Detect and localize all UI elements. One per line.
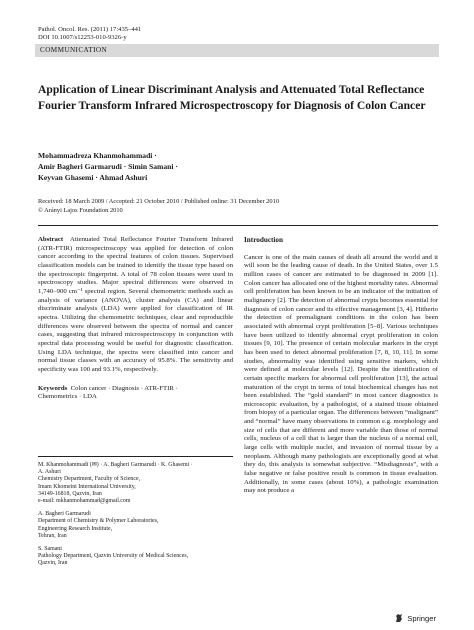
affiliation-line: Pathology Department, Qazvin University of Medical Sciences, [38,553,189,560]
keywords [38,385,233,402]
section-heading: Introduction [244,236,284,244]
introduction-text: Cancer is one of the main causes of death all around the world and it will soon be the leading cause of death. In the United States, over 1.5 million cases of cancer are estimated to be diagnosed in 2009 [1]. Colon cancer has allocated one of the highest mortality rates. Abnormal cell proliferation has been known to be an indicator of the initiation of malignancy [2]. The detection of abnormal crypts becomes essential for diagnosis of colon cancer and its effective management [3, 4]. Hitherto the detection of premalignant conditions in the colon has been associated with abnormal crypt proliferation [5–8]. Various techniques have been utilized to identify abnormal crypt proliferation in colon tissues [9, 10]. The presence of certain molecular markers in the crypt has been used to detect abnormal proliferation [7, 8, 10, 11]. In some studies, abnormality was identified using sensitive markers, which were defined at molecular levels [12]. Despite the identification of certain specific markers for abnormal cell proliferation [13], the actual maturation of the crypt in terms of total biochemical changes has not been established. The “gold standard” in most cancer diagnostics is microscopic evaluation, by a pathologist, of a stained tissue obtained from biopsy of a particular organ. The differences between “malignant” and “normal” have many observations in common e.g. morphology and size of cells that are different and more variable than those of normal cells, nucleus of a cell that is larger than the nucleus of a normal cell, large cells with multiple nuclei, and invasion of normal tissue by a neoplasm. Although many pathologists are exceptionally good at what they do, this analysis is somewhat subjective. “Misdiagnosis”, with a false negative or false positive result is common in tissue evaluation. Additionally, in some cases (about 10%), a pathologic examination may not produce a [244,253,438,495]
email-line[interactable]: e-mail: mkhanmohammad@gmail.com [38,498,131,505]
affiliation-line: Tehran, Iran [38,532,67,539]
abstract [38,236,233,375]
affiliation-line: Imam Khomeini International University, [38,483,136,490]
author-list [38,150,438,183]
keywords-line: Chemometrics · LDA [38,393,97,401]
affiliation-line: S. Samani [38,546,62,553]
abstract-text: Attenuated Total Reflectance Fourier Transform Infrared (ATR-FTIR) microspectroscopy was applied for detection of colon cancer according to the spectral features of colon tissues. Supervised classification models can be trained to identify the tissue type based on the spectroscopic fingerprint. A total of 78 colon tissues were used in spectroscopy studies. Major spectral differences were observed in 1,740–900 cm⁻¹ spectral region. Several chemometric methods such as analysis of variance (ANOVA), cluster analysis (CA) and linear discriminate analysis (LDA) were applied for classification of IR spectra. Utilizing the chemometric techniques, clear and reproducible differences were observed between the spectra of normal and cancer cases, suggesting that infrared microspectroscopy in conjunction with spectral data processing would be useful for diagnostic classification. Using LDA technique, the spectra were classified into cancer and normal tissue classes with an accuracy of 95.8%. The sensitivity and specificity was 100 and 93.1%, respectively. [38,236,233,373]
affiliation-divider [38,456,233,457]
affiliation-line: Qazvin, Iran [38,560,68,567]
affiliation-line: Engineering Research Institute, [38,525,113,532]
affiliation-block [38,462,238,505]
author-line: Amir Bagheri Garmarudi · Simin Samani · [38,162,178,171]
doi: DOI 10.1007/s12253-010-9326-y [38,34,127,41]
keywords-line: Colon cancer · Diagnosis · ATR-FTIR · [70,384,178,392]
paper-title: Application of Linear Discriminant Analysis and Attenuated Total Reflectance Fourier Transform Infrared Microspectroscopy for Diagnosis of Colon Cancer [38,83,426,112]
author-line: Mohammadreza Khanmohammadi · [38,151,157,160]
springer-horse-icon [394,613,404,623]
affiliation-line: 34149-16818, Qazvin, Iran [38,490,102,497]
article-type-label: COMMUNICATION [40,45,108,54]
publisher-logo [394,613,436,623]
affiliation-line: A. Ashuri [38,469,61,476]
copyright-line: © Arányi Lajos Foundation 2010 [38,206,123,214]
affiliation-line: A. Bagheri Garmarudi [38,511,91,518]
divider [38,225,438,226]
right-column [244,236,438,496]
author-line: Keyvan Ghasemi · Ahmad Ashuri [38,173,148,182]
affiliations [38,462,238,574]
affiliation-block [38,546,238,568]
abstract-label: Abstract [38,236,64,243]
publication-dates [38,198,438,215]
dates-line: Received: 18 March 2009 / Accepted: 21 October 2010 / Published online: 31 December 2010 [38,198,280,205]
affiliation-line: Chemistry Department, Faculty of Science, [38,476,141,483]
affiliation-block [38,511,238,540]
journal-reference: Pathol. Oncol. Res. (2011) 17:435–441 [38,26,142,33]
affiliation-line: M. Khanmohammadi (✉) · A. Bagheri Garmarudi · K. Ghasemi · [38,462,193,468]
publisher-name: Springer [407,613,436,623]
keywords-label: Keywords [38,384,68,392]
affiliation-line: Department of Chemistry & Polymer Laboratories, [38,518,159,525]
article-type-banner [35,44,439,57]
left-column [38,236,233,402]
